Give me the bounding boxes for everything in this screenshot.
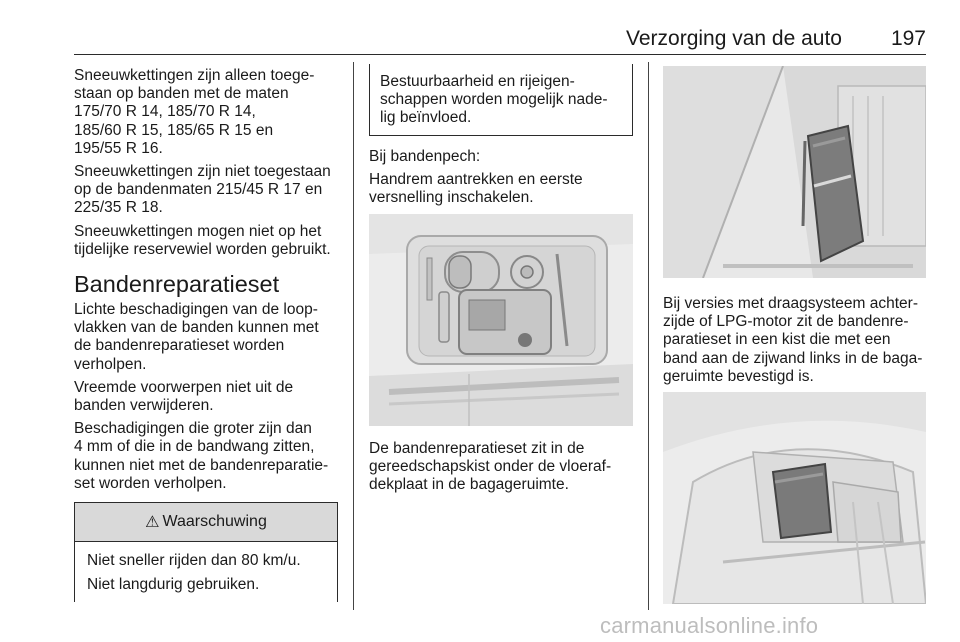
figure-caption-repair-kit: De bandenreparatieset zit in de gereedschapskist onder de vloeraf- dekplaat in de bagageruimte. [369, 440, 612, 494]
paragraph-light-damage: Lichte beschadigingen van de loop- vlakken van de banden kunnen met de bandenreparatieset worden verholpen. [74, 301, 319, 373]
column-1 [74, 67, 346, 498]
column-divider-2 [648, 62, 649, 610]
paragraph-handbrake: Handrem aantrekken en eerste versnelling inschakelen. [369, 171, 583, 207]
warning-line-speed: Niet sneller rijden dan 80 km/u. [87, 552, 301, 569]
paragraph-larger-damage: Beschadigingen die groter zijn dan 4 mm of die in de bandwang zitten, kunnen niet met de bandenreparatie- set worden verholpen. [74, 420, 329, 492]
page-number: 197 [890, 27, 926, 50]
paragraph-snow-chains-not-allowed: Sneeuwkettingen zijn niet toegestaan op de bandenmaten 215/45 R 17 en 225/35 R 18. [74, 163, 331, 217]
figure-repair-kit-case-side-wall [663, 66, 926, 278]
section-title: Bandenreparatieset [74, 271, 280, 298]
paragraph-spare-wheel: Sneeuwkettingen mogen niet op het tijdelijke reservewiel worden gebruikt. [74, 222, 331, 258]
figure-repair-kit-toolbox [369, 214, 633, 426]
note-box: Bestuurbaarheid en rijeigen- schappen worden mogelijk nade- lig beïnvloed. [369, 64, 633, 136]
warning-line-duration: Niet langdurig gebruiken. [87, 576, 260, 593]
warning-header [75, 503, 337, 542]
warning-title: Waarschuwing [162, 513, 267, 530]
paragraph-lpg-version: Bij versies met draagsysteem achter- zijde of LPG-motor zit de bandenre- paratieset in een kist die met een band aan de zijwand links in de baga- geruimte bevestigd is. [663, 295, 923, 385]
watermark: carmanualsonline.info [600, 613, 819, 638]
figure-repair-kit-luggage-compartment [663, 392, 926, 604]
column-2-caption [369, 440, 633, 500]
paragraph-flat-tire: Bij bandenpech: [369, 148, 481, 165]
paragraph-foreign-objects: Vreemde voorwerpen niet uit de banden verwijderen. [74, 378, 294, 415]
column-divider-1 [353, 62, 354, 610]
warning-box [74, 502, 338, 602]
header-title: Verzorging van de auto [626, 27, 842, 50]
warning-triangle-icon: ⚠ [145, 514, 160, 531]
paragraph-snow-chains-allowed: Sneeuwkettingen zijn alleen toege- staan op banden met de maten 175/70 R 14, 185/70 R 14, 185/60 R 15, 185/65 R 15 en 195/55 R 16. [74, 67, 315, 157]
column-2-text [369, 148, 633, 213]
page-header [74, 25, 926, 55]
column-3-text [663, 295, 926, 391]
warning-body [75, 542, 337, 594]
